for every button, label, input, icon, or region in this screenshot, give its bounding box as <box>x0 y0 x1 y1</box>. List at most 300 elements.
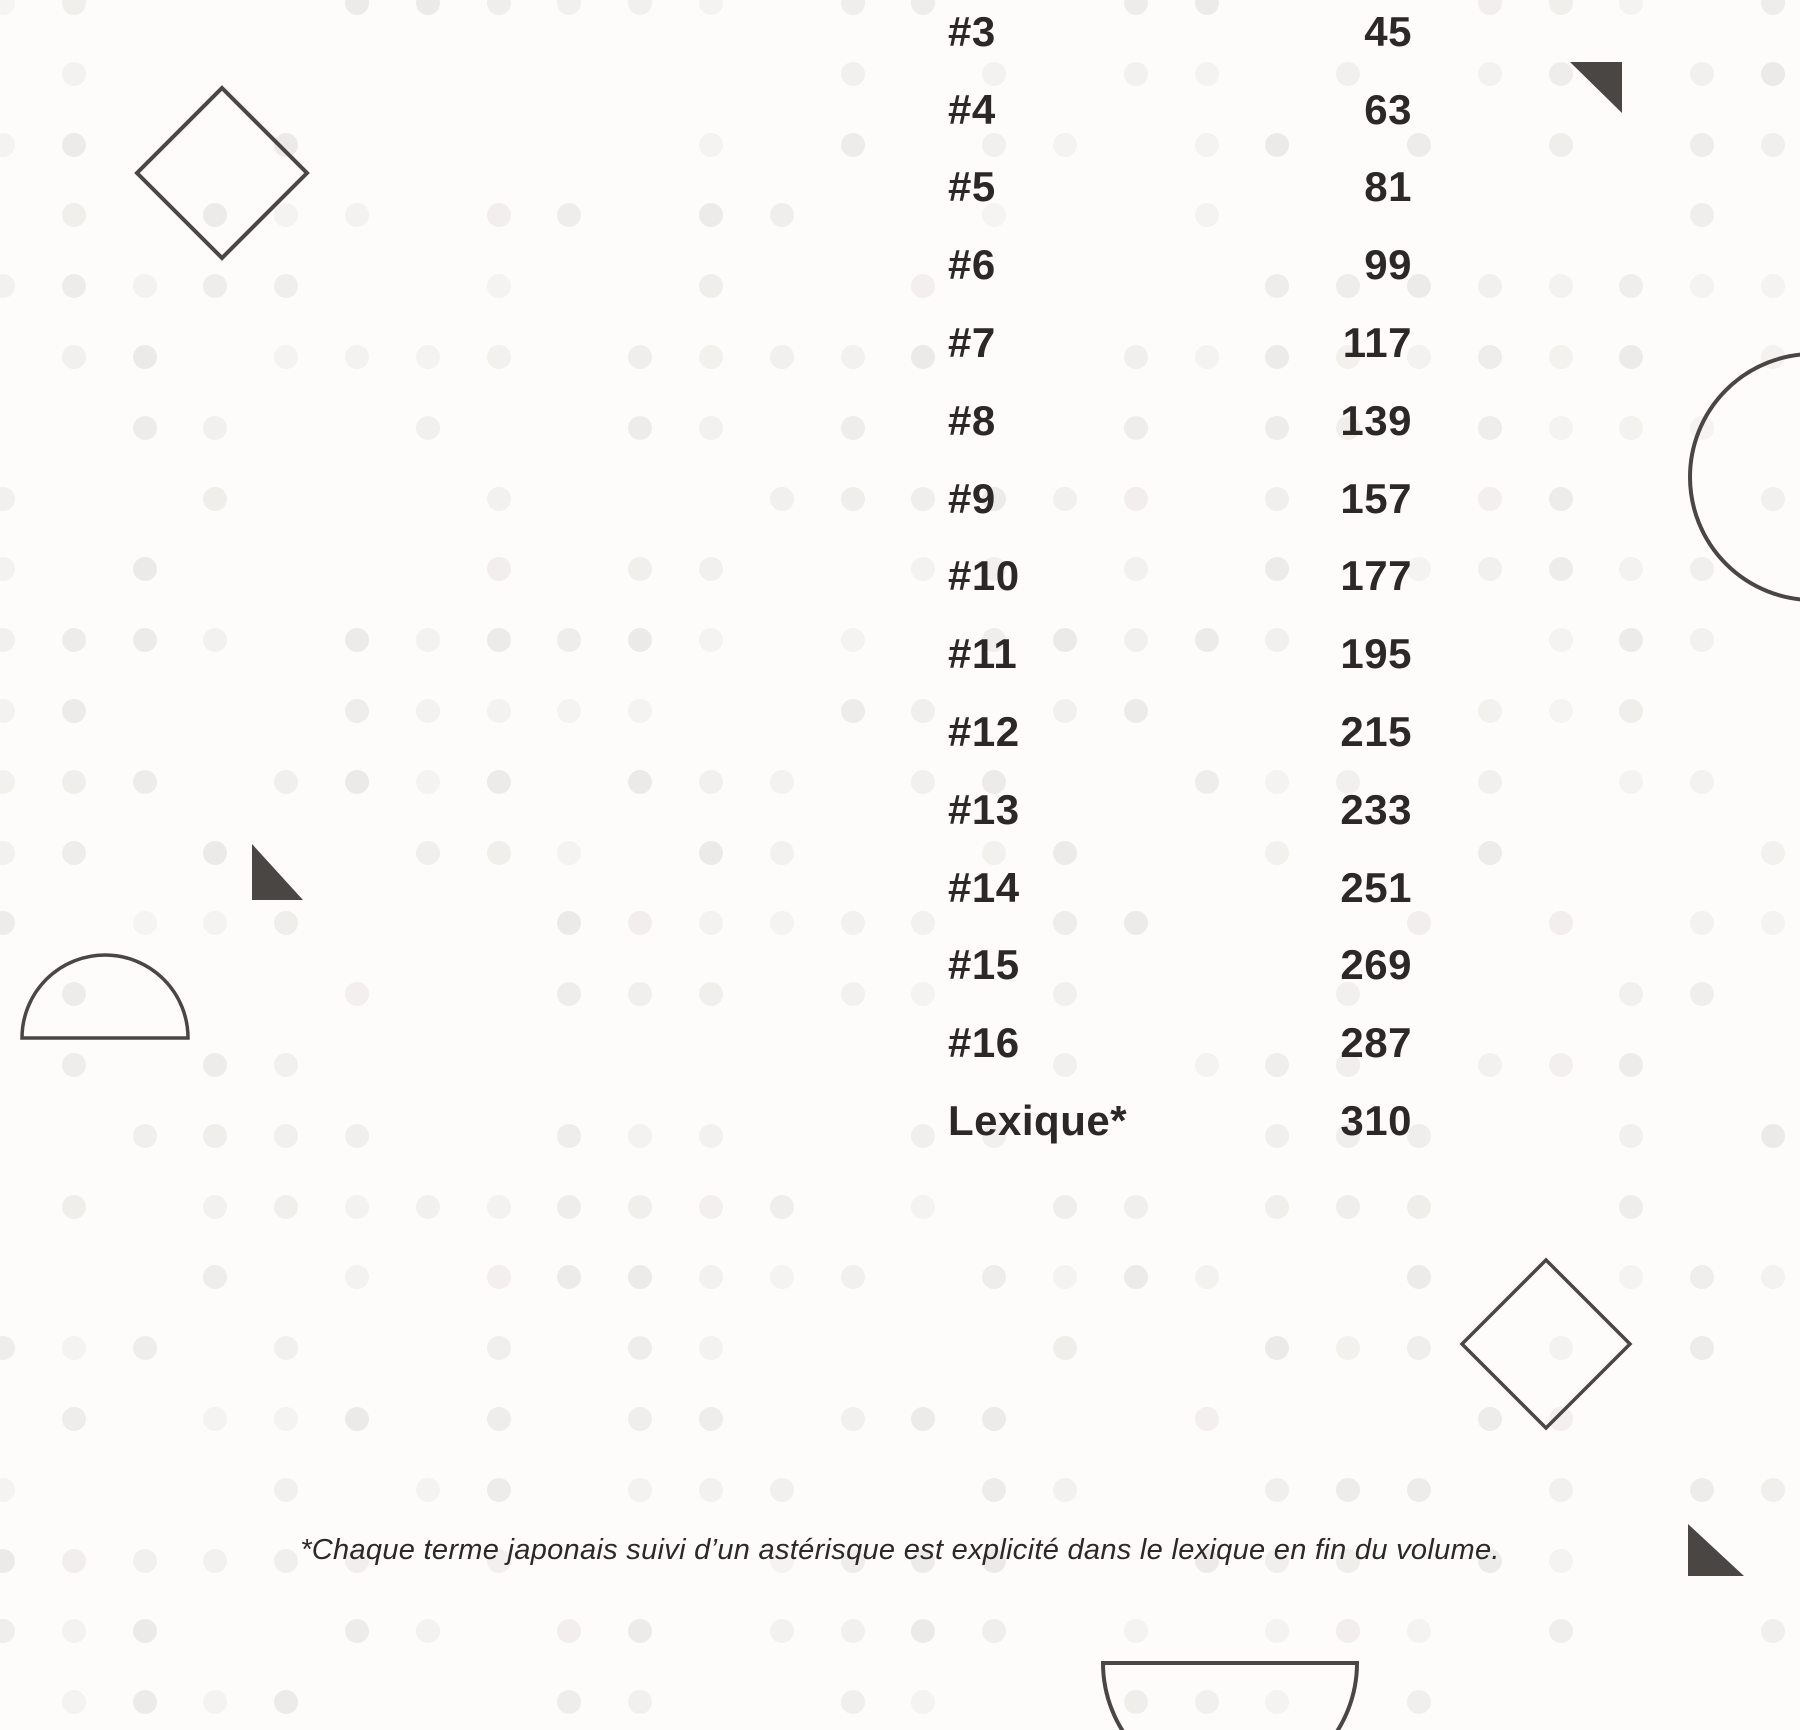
background-dot <box>133 1619 157 1643</box>
toc-entry <box>948 1004 1412 1082</box>
chapter-label: #9 <box>948 474 996 522</box>
background-dot <box>0 1619 15 1643</box>
background-dot <box>203 628 227 652</box>
page-number: 139 <box>1340 396 1412 444</box>
background-dot <box>133 1336 157 1360</box>
background-dot <box>1478 416 1502 440</box>
background-dot <box>1619 699 1643 723</box>
background-dot <box>345 628 369 652</box>
chapter-label: #13 <box>948 785 1020 833</box>
background-dot <box>628 1407 652 1431</box>
toc-entry <box>948 538 1412 616</box>
table-of-contents <box>948 0 1412 1160</box>
background-dot <box>770 770 794 794</box>
background-dot <box>274 133 298 157</box>
background-dot <box>416 416 440 440</box>
background-dot <box>62 1690 86 1714</box>
background-dot <box>841 982 865 1006</box>
background-dot <box>487 203 511 227</box>
background-dot <box>1619 628 1643 652</box>
toc-entry <box>948 304 1412 382</box>
background-dot <box>1761 274 1785 298</box>
background-dot <box>1690 557 1714 581</box>
background-dot <box>416 770 440 794</box>
background-dot <box>1690 62 1714 86</box>
background-dot <box>274 1053 298 1077</box>
background-dot <box>770 841 794 865</box>
background-dot <box>0 1336 15 1360</box>
background-dot <box>1407 1690 1431 1714</box>
background-dot <box>628 416 652 440</box>
background-dot <box>133 1124 157 1148</box>
background-dot <box>1053 1265 1077 1289</box>
page-number: 215 <box>1340 708 1412 756</box>
background-dot <box>770 1478 794 1502</box>
background-dot <box>1549 345 1573 369</box>
background-dot <box>1407 1619 1431 1643</box>
background-dot <box>133 416 157 440</box>
background-dot <box>699 911 723 935</box>
background-dot <box>911 557 935 581</box>
background-dot <box>62 1407 86 1431</box>
toc-entry <box>948 1082 1412 1160</box>
background-dot <box>1478 345 1502 369</box>
chapter-label: #10 <box>948 552 1020 600</box>
background-dot <box>274 1478 298 1502</box>
page-number: 177 <box>1340 552 1412 600</box>
background-dot <box>1619 274 1643 298</box>
background-dot <box>1619 1265 1643 1289</box>
background-dot <box>487 487 511 511</box>
background-dot <box>203 274 227 298</box>
background-dot <box>203 487 227 511</box>
toc-entry <box>948 149 1412 227</box>
background-dot <box>699 982 723 1006</box>
background-dot <box>628 628 652 652</box>
toc-entry <box>948 226 1412 304</box>
background-dot <box>699 133 723 157</box>
background-dot <box>345 982 369 1006</box>
background-dot <box>274 345 298 369</box>
background-dot <box>1619 1124 1643 1148</box>
chapter-label: #6 <box>948 241 996 289</box>
chapter-label: #12 <box>948 708 1020 756</box>
background-dot <box>1265 1619 1289 1643</box>
background-dot <box>699 1336 723 1360</box>
background-dot <box>557 1619 581 1643</box>
background-dot <box>770 911 794 935</box>
background-dot <box>345 1124 369 1148</box>
page-number: 233 <box>1340 785 1412 833</box>
toc-entry <box>948 849 1412 927</box>
background-dot <box>1761 133 1785 157</box>
background-dot <box>1549 1478 1573 1502</box>
background-dot <box>628 1619 652 1643</box>
background-dot <box>841 133 865 157</box>
background-dot <box>487 699 511 723</box>
background-dot <box>557 841 581 865</box>
background-dot <box>1549 416 1573 440</box>
page-number: 310 <box>1340 1097 1412 1145</box>
background-dot <box>911 1690 935 1714</box>
background-dot <box>699 1195 723 1219</box>
background-dot <box>628 1124 652 1148</box>
background-dot <box>487 0 511 15</box>
background-dot <box>274 274 298 298</box>
background-dot <box>841 416 865 440</box>
background-dot <box>1549 911 1573 935</box>
background-dot <box>345 699 369 723</box>
background-dot <box>1549 1336 1573 1360</box>
background-dot <box>699 1407 723 1431</box>
background-dot <box>1478 1407 1502 1431</box>
background-dot <box>1478 557 1502 581</box>
background-dot <box>628 345 652 369</box>
background-dot <box>1690 1265 1714 1289</box>
background-dot <box>911 1407 935 1431</box>
background-dot <box>0 1478 15 1502</box>
page-number: 269 <box>1340 941 1412 989</box>
background-dot <box>62 62 86 86</box>
background-dot <box>699 557 723 581</box>
chapter-label: #3 <box>948 7 996 55</box>
page-number: 81 <box>1364 163 1412 211</box>
background-dot <box>345 770 369 794</box>
background-dot <box>0 557 15 581</box>
background-dot <box>1195 1265 1219 1289</box>
toc-entry <box>948 771 1412 849</box>
background-dot <box>274 911 298 935</box>
background-dot <box>274 1195 298 1219</box>
background-dot <box>841 0 865 15</box>
background-dot <box>557 982 581 1006</box>
page-number: 157 <box>1340 474 1412 522</box>
background-dot <box>1690 628 1714 652</box>
background-dot <box>1690 203 1714 227</box>
background-dot <box>1619 416 1643 440</box>
background-dot <box>770 1265 794 1289</box>
background-dot <box>557 911 581 935</box>
background-dot <box>1336 1478 1360 1502</box>
background-dot <box>203 1195 227 1219</box>
background-dot <box>1478 0 1502 15</box>
background-dot <box>628 1336 652 1360</box>
background-dot <box>699 0 723 15</box>
background-dot <box>0 487 15 511</box>
background-dot <box>1761 487 1785 511</box>
background-dot <box>911 487 935 511</box>
background-dot <box>1690 416 1714 440</box>
background-dot <box>982 1265 1006 1289</box>
background-dot <box>345 0 369 15</box>
background-dot <box>699 1124 723 1148</box>
background-dot <box>416 1619 440 1643</box>
background-dot <box>699 770 723 794</box>
background-dot <box>1265 1336 1289 1360</box>
background-dot <box>1195 1407 1219 1431</box>
background-dot <box>416 345 440 369</box>
background-dot <box>1690 770 1714 794</box>
background-dot <box>911 699 935 723</box>
chapter-label: #14 <box>948 863 1020 911</box>
background-dot <box>62 1619 86 1643</box>
background-dot <box>62 0 86 15</box>
background-dot <box>133 911 157 935</box>
background-dot <box>416 628 440 652</box>
background-dot <box>557 1195 581 1219</box>
background-dot <box>203 1053 227 1077</box>
lexicon-footnote: *Chaque terme japonais suivi d’un astérisque est explicité dans le lexique en fin du volume. <box>300 1534 1500 1566</box>
background-dot <box>1619 1053 1643 1077</box>
background-dot <box>1478 62 1502 86</box>
background-dot <box>841 1619 865 1643</box>
background-dot <box>1053 1478 1077 1502</box>
background-dot <box>416 0 440 15</box>
background-dot <box>1690 982 1714 1006</box>
page-number: 195 <box>1340 630 1412 678</box>
background-dot <box>62 841 86 865</box>
background-dot <box>133 557 157 581</box>
background-dot <box>770 203 794 227</box>
background-dot <box>274 770 298 794</box>
background-dot <box>1619 557 1643 581</box>
background-dot <box>770 345 794 369</box>
background-dot <box>699 1478 723 1502</box>
background-dot <box>62 982 86 1006</box>
background-dot <box>62 1195 86 1219</box>
background-dot <box>770 487 794 511</box>
background-dot <box>274 203 298 227</box>
background-dot <box>274 1690 298 1714</box>
toc-entry <box>948 71 1412 149</box>
background-dot <box>487 274 511 298</box>
page-number: 117 <box>1342 319 1412 367</box>
background-dot <box>1265 1690 1289 1714</box>
background-dot <box>1761 841 1785 865</box>
background-dot <box>487 841 511 865</box>
background-dot <box>0 770 15 794</box>
background-dot <box>1478 841 1502 865</box>
background-dot <box>557 1690 581 1714</box>
background-dot <box>345 1619 369 1643</box>
background-dot <box>1124 1195 1148 1219</box>
background-dot <box>982 1478 1006 1502</box>
background-dot <box>770 1195 794 1219</box>
background-dot <box>62 699 86 723</box>
background-dot <box>487 557 511 581</box>
background-dot <box>911 1124 935 1148</box>
background-dot <box>345 1265 369 1289</box>
background-dot <box>1690 133 1714 157</box>
background-dot <box>1761 911 1785 935</box>
background-dot <box>841 345 865 369</box>
background-dot <box>557 203 581 227</box>
background-dot <box>1124 1690 1148 1714</box>
background-dot <box>1195 1690 1219 1714</box>
background-dot <box>841 62 865 86</box>
background-dot <box>841 1407 865 1431</box>
background-dot <box>911 0 935 15</box>
background-dot <box>628 911 652 935</box>
background-dot <box>1407 1478 1431 1502</box>
background-dot <box>1124 1265 1148 1289</box>
background-dot <box>62 203 86 227</box>
background-dot <box>628 1478 652 1502</box>
background-dot <box>203 203 227 227</box>
background-dot <box>0 911 15 935</box>
toc-entry <box>948 927 1412 1005</box>
background-dot <box>0 274 15 298</box>
background-dot <box>1761 0 1785 15</box>
toc-entry <box>948 460 1412 538</box>
background-dot <box>841 911 865 935</box>
background-dot <box>203 416 227 440</box>
background-dot <box>841 1690 865 1714</box>
background-dot <box>982 1619 1006 1643</box>
background-dot <box>557 628 581 652</box>
background-dot <box>62 345 86 369</box>
background-dot <box>274 1124 298 1148</box>
background-dot <box>203 1265 227 1289</box>
background-dot <box>628 1265 652 1289</box>
background-dot <box>1549 0 1573 15</box>
background-dot <box>628 1690 652 1714</box>
background-dot <box>487 345 511 369</box>
background-dot <box>1619 770 1643 794</box>
background-dot <box>1549 699 1573 723</box>
background-dot <box>911 274 935 298</box>
background-dot <box>416 1478 440 1502</box>
background-dot <box>699 628 723 652</box>
background-dot <box>62 274 86 298</box>
background-dot <box>982 1407 1006 1431</box>
background-dot <box>1478 770 1502 794</box>
background-dot <box>1478 274 1502 298</box>
background-dot <box>133 274 157 298</box>
background-dot <box>911 345 935 369</box>
background-dot <box>487 1195 511 1219</box>
background-dot <box>416 699 440 723</box>
background-dot <box>1265 1478 1289 1502</box>
background-dot <box>487 1265 511 1289</box>
page-number: 287 <box>1340 1019 1412 1067</box>
background-dot <box>1478 487 1502 511</box>
background-dot <box>911 770 935 794</box>
background-dot <box>841 1265 865 1289</box>
background-dot <box>133 628 157 652</box>
background-dot <box>345 203 369 227</box>
background-dot <box>487 1478 511 1502</box>
background-dot <box>203 1407 227 1431</box>
background-dot <box>841 487 865 511</box>
background-dot <box>0 699 15 723</box>
background-dot <box>911 911 935 935</box>
background-dot <box>1265 1195 1289 1219</box>
chapter-label: #5 <box>948 163 996 211</box>
background-dot <box>1549 1053 1573 1077</box>
background-dot <box>911 1195 935 1219</box>
background-dot <box>1549 274 1573 298</box>
background-dot <box>1619 982 1643 1006</box>
page-number: 45 <box>1364 7 1412 55</box>
background-dot <box>557 1265 581 1289</box>
background-dot <box>1407 1336 1431 1360</box>
background-dot <box>62 1053 86 1077</box>
background-dot <box>699 416 723 440</box>
background-dot <box>416 841 440 865</box>
background-dot <box>345 345 369 369</box>
toc-entry <box>948 615 1412 693</box>
background-dot <box>557 0 581 15</box>
background-dot <box>841 699 865 723</box>
background-dot <box>1336 1336 1360 1360</box>
background-dot <box>62 770 86 794</box>
background-dot <box>345 1407 369 1431</box>
background-dot <box>345 1195 369 1219</box>
background-dot <box>1761 1478 1785 1502</box>
background-dot <box>274 1407 298 1431</box>
background-dot <box>1407 1195 1431 1219</box>
background-dot <box>699 203 723 227</box>
background-dot <box>1619 0 1643 15</box>
background-dot <box>1690 1478 1714 1502</box>
background-dot <box>1124 1619 1148 1643</box>
background-dot <box>1053 1195 1077 1219</box>
background-dot <box>1549 133 1573 157</box>
toc-entry <box>948 382 1412 460</box>
background-dot <box>274 1336 298 1360</box>
background-dot <box>1619 1195 1643 1219</box>
background-dot <box>1549 62 1573 86</box>
chapter-label: #15 <box>948 941 1020 989</box>
background-dot <box>699 1265 723 1289</box>
background-dot <box>416 1195 440 1219</box>
background-dot <box>1761 1124 1785 1148</box>
background-dot <box>1053 1336 1077 1360</box>
background-dot <box>1619 345 1643 369</box>
background-dot <box>1478 1053 1502 1077</box>
chapter-label: #4 <box>948 85 996 133</box>
background-dot <box>1407 1265 1431 1289</box>
background-dot <box>1549 557 1573 581</box>
chapter-label: #16 <box>948 1019 1020 1067</box>
background-dot <box>1690 1336 1714 1360</box>
background-dot <box>1336 1619 1360 1643</box>
background-dot <box>487 1336 511 1360</box>
background-dot <box>1761 62 1785 86</box>
background-dot <box>133 1690 157 1714</box>
chapter-label: #11 <box>948 630 1018 678</box>
chapter-label: Lexique* <box>948 1097 1128 1145</box>
background-dot <box>1761 345 1785 369</box>
background-dot <box>0 0 15 15</box>
chapter-label: #7 <box>948 319 996 367</box>
page-number: 251 <box>1340 863 1412 911</box>
background-dot <box>133 345 157 369</box>
background-dot <box>203 1690 227 1714</box>
background-dot <box>699 345 723 369</box>
background-dot <box>557 699 581 723</box>
background-dot <box>1336 1195 1360 1219</box>
background-dot <box>62 1336 86 1360</box>
background-dot <box>628 699 652 723</box>
background-dot <box>1478 699 1502 723</box>
background-dot <box>1690 911 1714 935</box>
background-dot <box>911 1619 935 1643</box>
background-dot <box>699 841 723 865</box>
background-dot <box>557 1124 581 1148</box>
chapter-label: #8 <box>948 396 996 444</box>
